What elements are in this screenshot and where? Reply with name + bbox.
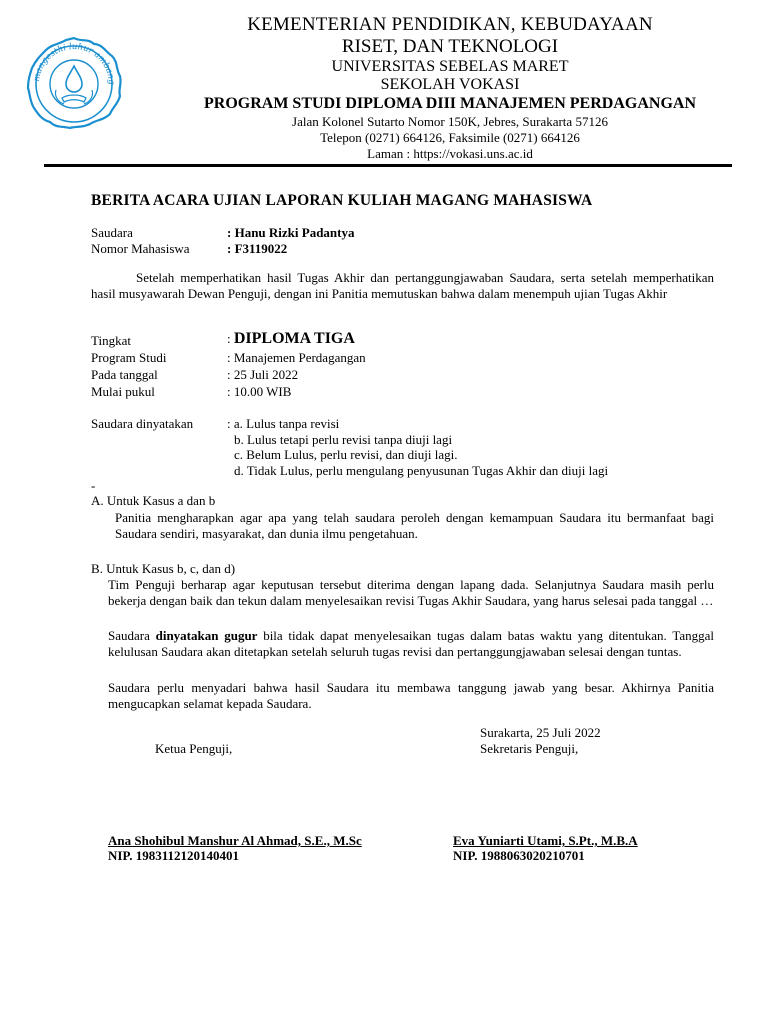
secretary-name: Eva Yuniarti Utami, S.Pt., M.B.A [453, 833, 638, 848]
level-value: DIPLOMA TIGA [233, 330, 355, 347]
verdict-label: Saudara dinyatakan [91, 416, 194, 431]
chair-name: Ana Shohibul Manshur Al Ahmad, S.E., M.Sc [108, 833, 362, 848]
intro-paragraph: Setelah memperhatikan hasil Tugas Akhir dan pertanggungjawaban Saudara, serta setelah memperhatikan hasil musyawarah Dewan Penguji, dengan ini Panitia memutuskan bahwa dalam menempuh ujian Tugas Akhir [91, 270, 714, 301]
university-logo-icon [22, 32, 126, 132]
program-label: Program Studi [91, 350, 167, 365]
level-label: Tingkat [91, 333, 131, 348]
verdict-option-a: : a. Lulus tanpa revisi [227, 416, 340, 431]
student-id-label: Nomor Mahasiswa [91, 241, 190, 256]
website-line: Laman : https://vokasi.uns.ac.id [367, 146, 533, 161]
university-name: UNIVERSITAS SEBELAS MARET [331, 58, 569, 75]
stray-mark: - [91, 478, 96, 493]
case-a-heading: A. Untuk Kasus a dan b [91, 493, 216, 508]
case-b-paragraph-1: Tim Penguji berharap agar keputusan tersebut diterima dengan lapang dada. Selanjutnya Saudara masih perlu bekerja dengan baik dan tekun dalam menyelesaikan revisi Tugas Akhir Saudara, yang harus selesai pada tanggal … [108, 577, 714, 608]
ministry-name-cont: RISET, DAN TEKNOLOGI [341, 36, 559, 57]
verdict-option-b: b. Lulus tetapi perlu revisi tanpa diuji lagi [234, 432, 453, 447]
date-label: Pada tanggal [91, 367, 158, 382]
date-value: : 25 Juli 2022 [227, 367, 299, 382]
case-a-text: Panitia mengharapkan agar apa yang telah saudara peroleh dengan kemampuan Saudara itu bermanfaat bagi Saudara sendiri, masyarakat, dan dunia ilmu pengetahuan. [115, 510, 714, 541]
chair-nip: NIP. 1983112120140401 [108, 848, 239, 863]
letterhead [150, 14, 750, 162]
student-name-label: Saudara [91, 225, 133, 240]
verdict-option-c: c. Belum Lulus, perlu revisi, dan diuji lagi. [234, 447, 458, 462]
case-b-heading: B. Untuk Kasus b, c, dan d) [91, 561, 236, 576]
address-line: Jalan Kolonel Sutarto Nomor 150K, Jebres, Surakarta 57126 [292, 114, 608, 129]
program-value: : Manajemen Perdagangan [227, 350, 366, 365]
level-colon: : [227, 331, 234, 346]
level-value-row [227, 330, 355, 348]
school-name: SEKOLAH VOKASI [380, 76, 520, 93]
place-date: Surakarta, 25 Juli 2022 [480, 725, 601, 740]
phone-line: Telepon (0271) 664126, Faksimile (0271) 664126 [320, 130, 580, 145]
document-title: BERITA ACARA UJIAN LAPORAN KULIAH MAGANG MAHASISWA [91, 192, 593, 209]
time-label: Mulai pukul [91, 384, 155, 399]
verdict-option-d: d. Tidak Lulus, perlu mengulang penyusunan Tugas Akhir dan diuji lagi [234, 463, 609, 478]
secretary-role: Sekretaris Penguji, [480, 741, 579, 756]
secretary-nip: NIP. 1988063020210701 [453, 848, 585, 863]
chair-role: Ketua Penguji, [155, 741, 233, 756]
gugur-emphasis: dinyatakan gugur [155, 628, 258, 643]
case-b-paragraph-3: Saudara perlu menyadari bahwa hasil Saudara itu membawa tanggung jawab yang besar. Akhirnya Panitia mengucapkan selamat kepada Saudara. [108, 680, 714, 711]
logo-motto: mangesthi luhur ambang [31, 41, 117, 86]
ministry-name: KEMENTERIAN PENDIDIKAN, KEBUDAYAAN [247, 14, 653, 35]
time-value: : 10.00 WIB [227, 384, 292, 399]
case-b-paragraph-2: Saudara dinyatakan gugur bila tidak dapat menyelesaikan tugas dalam batas waktu yang ditentukan. Tanggal kelulusan Saudara akan ditetapkan setelah seluruh tugas revisi dan pertanggungjawaban selesai dengan tuntas. [108, 628, 714, 659]
student-id-value: : F3119022 [227, 241, 288, 256]
student-name-value: : Hanu Rizki Padantya [227, 225, 355, 240]
program-name: PROGRAM STUDI DIPLOMA DIII MANAJEMEN PERDAGANGAN [204, 95, 696, 112]
letterhead-divider [44, 164, 732, 167]
